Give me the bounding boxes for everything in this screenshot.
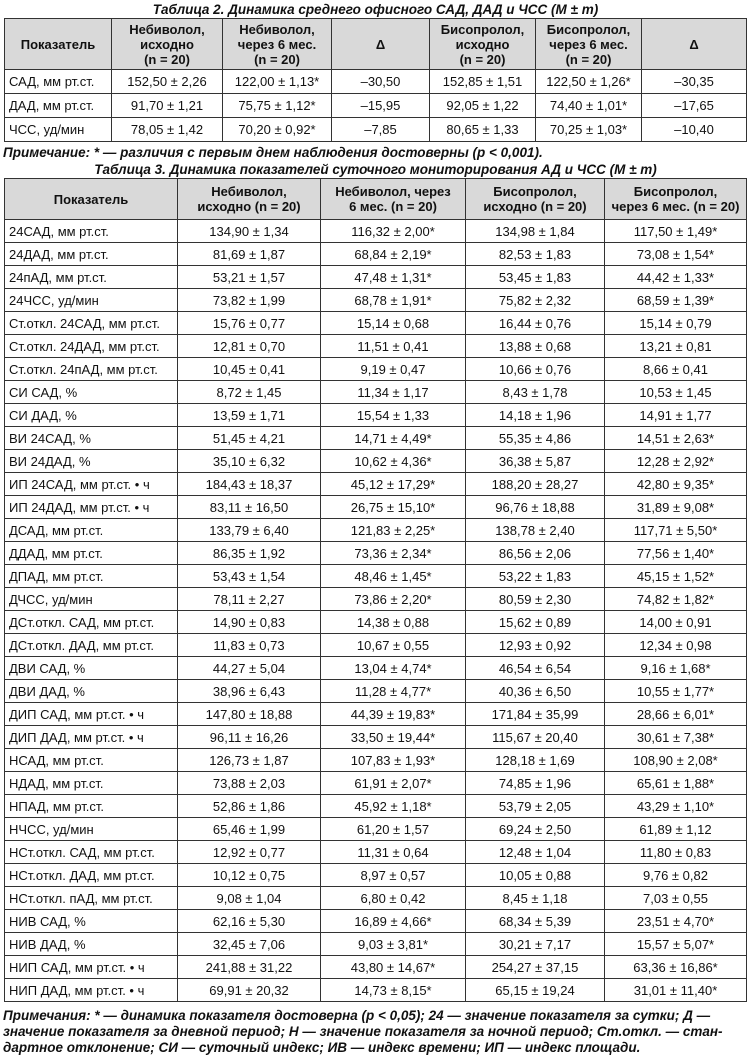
value-cell: 15,76 ± 0,77 (178, 312, 321, 335)
header-line: 6 мес. (n = 20) (349, 199, 437, 214)
row-label-cell: Ст.откл. 24пАД, мм рт.ст. (5, 358, 178, 381)
value-cell: 11,83 ± 0,73 (178, 634, 321, 657)
table-row (5, 956, 747, 979)
row-label-cell: НИВ ДАД, % (5, 933, 178, 956)
value-cell: 86,56 ± 2,06 (466, 542, 605, 565)
row-label-cell: ВИ 24САД, % (5, 427, 178, 450)
value-cell: 16,44 ± 0,76 (466, 312, 605, 335)
header-line: исходно (455, 36, 510, 52)
value-cell: 26,75 ± 15,10* (321, 496, 466, 519)
value-cell: 133,79 ± 6,40 (178, 519, 321, 542)
value-cell: 254,27 ± 37,15 (466, 956, 605, 979)
value-cell: 82,53 ± 1,83 (466, 243, 605, 266)
table-row (5, 450, 747, 473)
value-cell: 61,91 ± 2,07* (321, 772, 466, 795)
value-cell: 43,80 ± 14,67* (321, 956, 466, 979)
table3-header-row (5, 179, 747, 220)
value-cell: 43,29 ± 1,10* (605, 795, 747, 818)
value-cell: 74,85 ± 1,96 (466, 772, 605, 795)
value-cell: 80,59 ± 2,30 (466, 588, 605, 611)
value-cell: 65,15 ± 19,24 (466, 979, 605, 1002)
value-cell: 45,92 ± 1,18* (321, 795, 466, 818)
value-cell: 117,71 ± 5,50* (605, 519, 747, 542)
row-label-cell: ДЧСС, уд/мин (5, 588, 178, 611)
value-cell: 138,78 ± 2,40 (466, 519, 605, 542)
value-cell: 152,85 ± 1,51 (430, 70, 536, 94)
table-row (5, 289, 747, 312)
value-cell: 73,08 ± 1,54* (605, 243, 747, 266)
value-cell: 128,18 ± 1,69 (466, 749, 605, 772)
value-cell: 15,62 ± 0,89 (466, 611, 605, 634)
table3-caption: Таблица 3. Динамика показателей суточного мониторирования АД и ЧСС (М ± m) (94, 162, 657, 177)
value-cell: 44,39 ± 19,83* (321, 703, 466, 726)
value-cell: 68,84 ± 2,19* (321, 243, 466, 266)
row-label-cell: ДСт.откл. ДАД, мм рт.ст. (5, 634, 178, 657)
value-cell: 61,20 ± 1,57 (321, 818, 466, 841)
value-cell: 116,32 ± 2,00* (321, 220, 466, 243)
header-cell (466, 179, 605, 220)
header-line: Бисопролол, (440, 21, 525, 37)
value-cell: –30,50 (332, 70, 430, 94)
table-row (5, 795, 747, 818)
value-cell: 14,73 ± 8,15* (321, 979, 466, 1002)
header-line: Показатель (20, 36, 96, 52)
value-cell: 46,54 ± 6,54 (466, 657, 605, 680)
table2-caption: Таблица 2. Динамика среднего офисного САД, ДАД и ЧСС (М ± m) (152, 2, 599, 17)
value-cell: 96,11 ± 16,26 (178, 726, 321, 749)
header-cell (642, 19, 747, 70)
value-cell: 31,01 ± 11,40* (605, 979, 747, 1002)
table2-body (5, 70, 747, 142)
value-cell: 53,45 ± 1,83 (466, 266, 605, 289)
table-row (5, 266, 747, 289)
value-cell: 107,83 ± 1,93* (321, 749, 466, 772)
value-cell: 78,05 ± 1,42 (112, 118, 223, 142)
value-cell: 188,20 ± 28,27 (466, 473, 605, 496)
value-cell: 14,18 ± 1,96 (466, 404, 605, 427)
row-label-cell: ДСт.откл. САД, мм рт.ст. (5, 611, 178, 634)
table-row (5, 910, 747, 933)
table-row (5, 841, 747, 864)
header-line: исходно (n = 20) (483, 199, 587, 214)
value-cell: 10,66 ± 0,76 (466, 358, 605, 381)
value-cell: 10,55 ± 1,77* (605, 680, 747, 703)
row-label-cell: ИП 24ДАД, мм рт.ст. • ч (5, 496, 178, 519)
row-label-cell: Ст.откл. 24ДАД, мм рт.ст. (5, 335, 178, 358)
table-row (5, 427, 747, 450)
value-cell: –17,65 (642, 94, 747, 118)
value-cell: 11,31 ± 0,64 (321, 841, 466, 864)
value-cell: 53,21 ± 1,57 (178, 266, 321, 289)
table-row (5, 726, 747, 749)
table2-note: Примечание: * — различия с первым днем наблюдения достоверны (р < 0,001). (3, 145, 543, 160)
table-row (5, 933, 747, 956)
row-label-cell: Ст.откл. 24САД, мм рт.ст. (5, 312, 178, 335)
value-cell: 52,86 ± 1,86 (178, 795, 321, 818)
row-label-cell: ДСАД, мм рт.ст. (5, 519, 178, 542)
table-row (5, 220, 747, 243)
value-cell: 44,42 ± 1,33* (605, 266, 747, 289)
value-cell: 63,36 ± 16,86* (605, 956, 747, 979)
header-cell (112, 19, 223, 70)
row-label-cell: ИП 24САД, мм рт.ст. • ч (5, 473, 178, 496)
value-cell: 86,35 ± 1,92 (178, 542, 321, 565)
header-cell (332, 19, 430, 70)
value-cell: 78,11 ± 2,27 (178, 588, 321, 611)
value-cell: 96,76 ± 18,88 (466, 496, 605, 519)
value-cell: 8,97 ± 0,57 (321, 864, 466, 887)
table-row (5, 772, 747, 795)
value-cell: 35,10 ± 6,32 (178, 450, 321, 473)
table-row (5, 542, 747, 565)
value-cell: 45,12 ± 17,29* (321, 473, 466, 496)
table-row (5, 118, 747, 142)
header-line: через 6 мес. (549, 36, 628, 52)
value-cell: 12,34 ± 0,98 (605, 634, 747, 657)
value-cell: 14,00 ± 0,91 (605, 611, 747, 634)
row-label-cell: НСт.откл. пАД, мм рт.ст. (5, 887, 178, 910)
value-cell: 68,34 ± 5,39 (466, 910, 605, 933)
value-cell: 9,19 ± 0,47 (321, 358, 466, 381)
value-cell: 115,67 ± 20,40 (466, 726, 605, 749)
value-cell: 42,80 ± 9,35* (605, 473, 747, 496)
table-row (5, 611, 747, 634)
value-cell: 31,89 ± 9,08* (605, 496, 747, 519)
value-cell: 12,48 ± 1,04 (466, 841, 605, 864)
value-cell: 53,79 ± 2,05 (466, 795, 605, 818)
value-cell: 68,78 ± 1,91* (321, 289, 466, 312)
value-cell: 10,05 ± 0,88 (466, 864, 605, 887)
value-cell: 14,71 ± 4,49* (321, 427, 466, 450)
table3 (4, 178, 747, 1002)
row-label-cell: ДИП САД, мм рт.ст. • ч (5, 703, 178, 726)
table-row (5, 887, 747, 910)
value-cell: 55,35 ± 4,86 (466, 427, 605, 450)
header-line: (n = 20) (144, 51, 190, 67)
value-cell: 8,45 ± 1,18 (466, 887, 605, 910)
value-cell: 7,03 ± 0,55 (605, 887, 747, 910)
value-cell: 13,04 ± 4,74* (321, 657, 466, 680)
header-line: Бисопролол, (546, 21, 631, 37)
table-row (5, 634, 747, 657)
value-cell: 134,98 ± 1,84 (466, 220, 605, 243)
value-cell: 74,40 ± 1,01* (536, 94, 642, 118)
row-label-cell: СИ ДАД, % (5, 404, 178, 427)
value-cell: 70,25 ± 1,03* (536, 118, 642, 142)
value-cell: 11,80 ± 0,83 (605, 841, 747, 864)
value-cell: 77,56 ± 1,40* (605, 542, 747, 565)
value-cell: –7,85 (332, 118, 430, 142)
value-cell: 38,96 ± 6,43 (178, 680, 321, 703)
value-cell: 48,46 ± 1,45* (321, 565, 466, 588)
table-row (5, 473, 747, 496)
value-cell: 12,92 ± 0,77 (178, 841, 321, 864)
value-cell: 108,90 ± 2,08* (605, 749, 747, 772)
table-row (5, 335, 747, 358)
value-cell: 8,72 ± 1,45 (178, 381, 321, 404)
value-cell: 61,89 ± 1,12 (605, 818, 747, 841)
value-cell: 68,59 ± 1,39* (605, 289, 747, 312)
value-cell: 152,50 ± 2,26 (112, 70, 223, 94)
value-cell: 65,61 ± 1,88* (605, 772, 747, 795)
row-label-cell: СИ САД, % (5, 381, 178, 404)
value-cell: 16,89 ± 4,66* (321, 910, 466, 933)
header-line: исходно (n = 20) (197, 199, 301, 214)
table-row (5, 358, 747, 381)
value-cell: 9,03 ± 3,81* (321, 933, 466, 956)
table-row (5, 588, 747, 611)
value-cell: 83,11 ± 16,50 (178, 496, 321, 519)
value-cell: 117,50 ± 1,49* (605, 220, 747, 243)
value-cell: 73,86 ± 2,20* (321, 588, 466, 611)
header-cell (605, 179, 747, 220)
value-cell: 30,21 ± 7,17 (466, 933, 605, 956)
table-row (5, 749, 747, 772)
value-cell: 14,91 ± 1,77 (605, 404, 747, 427)
row-label-cell: НИП ДАД, мм рт.ст. • ч (5, 979, 178, 1002)
table2 (4, 18, 747, 142)
value-cell: 12,81 ± 0,70 (178, 335, 321, 358)
value-cell: 73,88 ± 2,03 (178, 772, 321, 795)
table-row (5, 703, 747, 726)
value-cell: 6,80 ± 0,42 (321, 887, 466, 910)
table-row (5, 519, 747, 542)
value-cell: 47,48 ± 1,31* (321, 266, 466, 289)
value-cell: 92,05 ± 1,22 (430, 94, 536, 118)
value-cell: 9,08 ± 1,04 (178, 887, 321, 910)
value-cell: 91,70 ± 1,21 (112, 94, 223, 118)
header-line: Бисопролол, (633, 184, 718, 199)
value-cell: 10,12 ± 0,75 (178, 864, 321, 887)
table3-body (5, 220, 747, 1002)
value-cell: 15,14 ± 0,79 (605, 312, 747, 335)
value-cell: 40,36 ± 6,50 (466, 680, 605, 703)
row-label-cell: 24ЧСС, уд/мин (5, 289, 178, 312)
value-cell: 11,51 ± 0,41 (321, 335, 466, 358)
value-cell: 45,15 ± 1,52* (605, 565, 747, 588)
value-cell: 122,50 ± 1,26* (536, 70, 642, 94)
row-label-cell: САД, мм рт.ст. (5, 70, 112, 94)
value-cell: 33,50 ± 19,44* (321, 726, 466, 749)
header-line: Δ (375, 36, 386, 52)
value-cell: 14,51 ± 2,63* (605, 427, 747, 450)
value-cell: 241,88 ± 31,22 (178, 956, 321, 979)
value-cell: 8,43 ± 1,78 (466, 381, 605, 404)
row-label-cell: ЧСС, уд/мин (5, 118, 112, 142)
header-line: Показатель (53, 191, 129, 207)
value-cell: –10,40 (642, 118, 747, 142)
value-cell: 11,34 ± 1,17 (321, 381, 466, 404)
row-label-cell: ДПАД, мм рт.ст. (5, 565, 178, 588)
table2-header-row (5, 19, 747, 70)
value-cell: 81,69 ± 1,87 (178, 243, 321, 266)
header-line: Небиволол, (211, 184, 287, 199)
value-cell: 134,90 ± 1,34 (178, 220, 321, 243)
value-cell: 184,43 ± 18,37 (178, 473, 321, 496)
value-cell: 70,20 ± 0,92* (223, 118, 332, 142)
value-cell: 121,83 ± 2,25* (321, 519, 466, 542)
header-line: Бисопролол, (493, 184, 577, 199)
value-cell: 65,46 ± 1,99 (178, 818, 321, 841)
header-cell (430, 19, 536, 70)
value-cell: 53,43 ± 1,54 (178, 565, 321, 588)
header-cell (536, 19, 642, 70)
value-cell: 122,00 ± 1,13* (223, 70, 332, 94)
value-cell: 44,27 ± 5,04 (178, 657, 321, 680)
row-label-cell: НСт.откл. САД, мм рт.ст. (5, 841, 178, 864)
value-cell: 15,57 ± 5,07* (605, 933, 747, 956)
value-cell: –15,95 (332, 94, 430, 118)
value-cell: 28,66 ± 6,01* (605, 703, 747, 726)
value-cell: 62,16 ± 5,30 (178, 910, 321, 933)
value-cell: 8,66 ± 0,41 (605, 358, 747, 381)
table-row (5, 818, 747, 841)
header-line: Небиволол, через (335, 184, 451, 199)
value-cell: 11,28 ± 4,77* (321, 680, 466, 703)
table-row (5, 979, 747, 1002)
header-cell (321, 179, 466, 220)
value-cell: 23,51 ± 4,70* (605, 910, 747, 933)
value-cell: –30,35 (642, 70, 747, 94)
value-cell: 13,21 ± 0,81 (605, 335, 747, 358)
value-cell: 171,84 ± 35,99 (466, 703, 605, 726)
header-line: исходно (140, 36, 194, 52)
value-cell: 126,73 ± 1,87 (178, 749, 321, 772)
row-label-cell: 24САД, мм рт.ст. (5, 220, 178, 243)
row-label-cell: НСт.откл. ДАД, мм рт.ст. (5, 864, 178, 887)
table-row (5, 243, 747, 266)
table-row (5, 70, 747, 94)
table3-notes (0, 1008, 751, 1056)
value-cell: 75,75 ± 1,12* (223, 94, 332, 118)
value-cell: 75,82 ± 2,32 (466, 289, 605, 312)
header-cell (178, 179, 321, 220)
header-line: Небиволол, (129, 21, 205, 37)
value-cell: 74,82 ± 1,82* (605, 588, 747, 611)
row-label-cell: НПАД, мм рт.ст. (5, 795, 178, 818)
value-cell: 12,28 ± 2,92* (605, 450, 747, 473)
row-label-cell: ДВИ ДАД, % (5, 680, 178, 703)
value-cell: 73,82 ± 1,99 (178, 289, 321, 312)
row-label-cell: НСАД, мм рт.ст. (5, 749, 178, 772)
row-label-cell: ДДАД, мм рт.ст. (5, 542, 178, 565)
header-line: Небиволол, (239, 21, 315, 37)
value-cell: 30,61 ± 7,38* (605, 726, 747, 749)
value-cell: 15,54 ± 1,33 (321, 404, 466, 427)
table-row (5, 565, 747, 588)
row-label-cell: ДИП ДАД, мм рт.ст. • ч (5, 726, 178, 749)
value-cell: 73,36 ± 2,34* (321, 542, 466, 565)
value-cell: 10,67 ± 0,55 (321, 634, 466, 657)
value-cell: 69,24 ± 2,50 (466, 818, 605, 841)
header-line: (n = 20) (565, 51, 612, 67)
row-label-cell: 24пАД, мм рт.ст. (5, 266, 178, 289)
header-line: Δ (689, 36, 699, 52)
header-line: через 6 мес. (237, 36, 317, 52)
value-cell: 9,76 ± 0,82 (605, 864, 747, 887)
table-row (5, 404, 747, 427)
value-cell: 10,62 ± 4,36* (321, 450, 466, 473)
value-cell: 80,65 ± 1,33 (430, 118, 536, 142)
row-label-cell: 24ДАД, мм рт.ст. (5, 243, 178, 266)
value-cell: 36,38 ± 5,87 (466, 450, 605, 473)
row-label-cell: ВИ 24ДАД, % (5, 450, 178, 473)
row-label-cell: НЧСС, уд/мин (5, 818, 178, 841)
table-row (5, 657, 747, 680)
header-cell (5, 179, 178, 220)
row-label-cell: НИП САД, мм рт.ст. • ч (5, 956, 178, 979)
row-label-cell: ДВИ САД, % (5, 657, 178, 680)
table3-note-line: дартное отклонение; СИ — суточный индекс; ИВ — индекс времени; ИП — индекс площади. (3, 1040, 641, 1055)
table-row (5, 312, 747, 335)
row-label-cell: НИВ САД, % (5, 910, 178, 933)
value-cell: 10,53 ± 1,45 (605, 381, 747, 404)
header-cell (223, 19, 332, 70)
table3-note-line: значение показателя за дневной период; Н — значение показателя за ночной период; Ст.откл. — стан- (3, 1024, 723, 1039)
value-cell: 12,93 ± 0,92 (466, 634, 605, 657)
header-cell (5, 19, 112, 70)
value-cell: 13,88 ± 0,68 (466, 335, 605, 358)
table-row (5, 864, 747, 887)
header-line: (n = 20) (254, 51, 300, 67)
value-cell: 9,16 ± 1,68* (605, 657, 747, 680)
row-label-cell: НДАД, мм рт.ст. (5, 772, 178, 795)
value-cell: 10,45 ± 0,41 (178, 358, 321, 381)
table-row (5, 496, 747, 519)
value-cell: 69,91 ± 20,32 (178, 979, 321, 1002)
value-cell: 14,90 ± 0,83 (178, 611, 321, 634)
value-cell: 15,14 ± 0,68 (321, 312, 466, 335)
value-cell: 53,22 ± 1,83 (466, 565, 605, 588)
header-line: (n = 20) (459, 51, 506, 67)
table-row (5, 381, 747, 404)
value-cell: 147,80 ± 18,88 (178, 703, 321, 726)
value-cell: 51,45 ± 4,21 (178, 427, 321, 450)
value-cell: 14,38 ± 0,88 (321, 611, 466, 634)
value-cell: 13,59 ± 1,71 (178, 404, 321, 427)
header-line: через 6 мес. (n = 20) (611, 199, 740, 214)
value-cell: 32,45 ± 7,06 (178, 933, 321, 956)
table-row (5, 94, 747, 118)
row-label-cell: ДАД, мм рт.ст. (5, 94, 112, 118)
table-row (5, 680, 747, 703)
table3-note-line: Примечания: * — динамика показателя достоверна (р < 0,05); 24 — значение показателя за сутки; Д — (3, 1008, 711, 1023)
